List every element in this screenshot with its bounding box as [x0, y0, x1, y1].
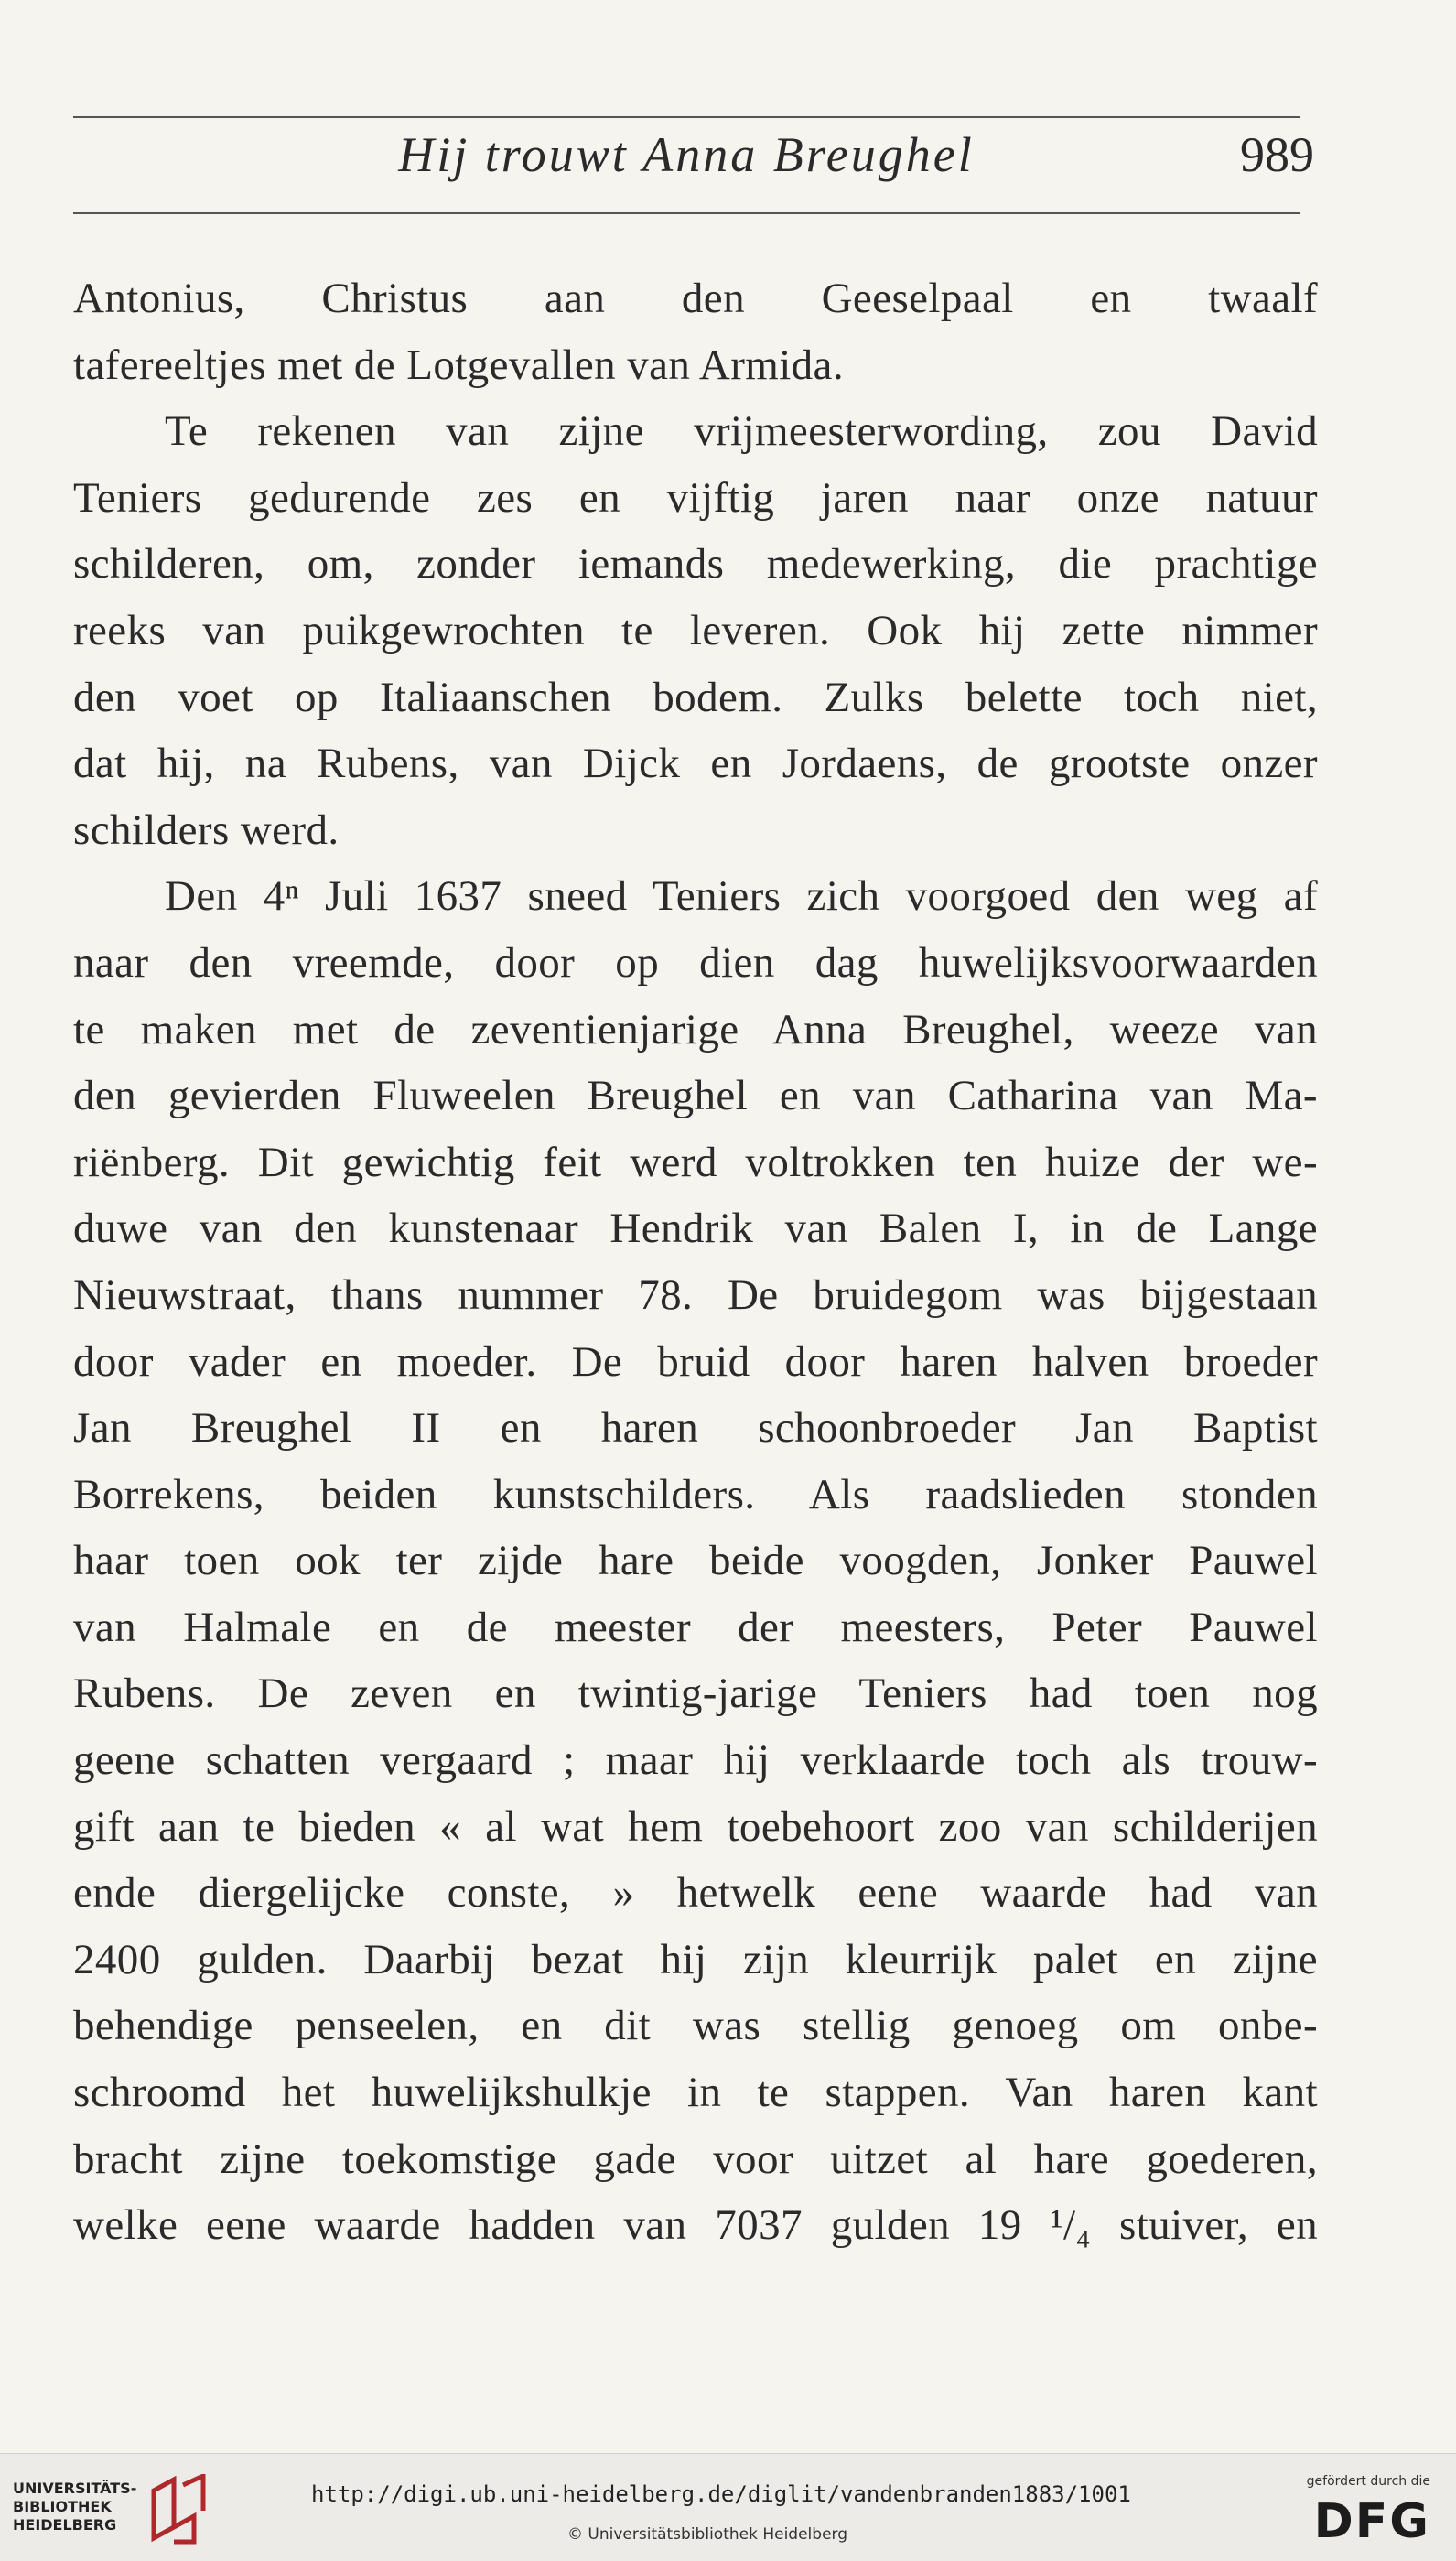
- text-line: den gevierden Fluweelen Breughel en van Catharina van Ma-: [73, 1072, 1318, 1120]
- text-line: Rubens. De zeven en twintig-jarige Teniers had toen nog: [73, 1670, 1318, 1718]
- page-number: 989: [1240, 127, 1314, 182]
- text-line: geene schatten vergaard ; maar hij verklaarde toch als trouw-: [73, 1736, 1318, 1785]
- header-rule-top: [73, 116, 1300, 118]
- text-line: schilders werd.: [73, 805, 340, 854]
- text-line: Teniers gedurende zes en vijftig jaren naar onze natuur: [73, 473, 1318, 522]
- text-line: van Halmale en de meester der meesters, Peter Pauwel: [73, 1603, 1318, 1651]
- sponsor-label: gefördert durch die: [1306, 2474, 1430, 2489]
- library-name-line: UNIVERSITÄTS-: [13, 2480, 137, 2497]
- text-line: Den 4ⁿ Juli 1637 sneed Teniers zich voorgoed den weg af: [165, 872, 1318, 921]
- text-line: welke eene waarde hadden van 7037 gulden 19 ¹/₄ stuiver, en: [73, 2201, 1318, 2250]
- text-line: Te rekenen van zijne vrijmeesterwording, zou David: [165, 407, 1318, 456]
- text-line: behendige penseelen, en dit was stellig genoeg om onbe-: [73, 2002, 1318, 2050]
- text-line: 2400 gulden. Daarbij bezat hij zijn kleurrijk palet en zijne: [73, 1935, 1318, 1983]
- text-line: reeks van puikgewrochten te leveren. Ook hij zette nimmer: [73, 606, 1318, 654]
- text-line: ende diergelijcke conste, » hetwelk eene waarde had van: [73, 1869, 1318, 1918]
- copyright-notice: © Universitätsbibliothek Heidelberg: [567, 2525, 848, 2544]
- library-logo-icon: [146, 2474, 210, 2547]
- text-line: dat hij, na Rubens, van Dijck en Jordaens, de grootste onzer: [73, 740, 1318, 788]
- header-rule-bottom: [73, 212, 1300, 214]
- text-line: duwe van den kunstenaar Hendrik van Balen I, in de Lange: [73, 1205, 1318, 1253]
- running-title: Hij trouwt Anna Breughel: [398, 127, 975, 182]
- text-line: haar toen ook ter zijde hare beide voogden, Jonker Pauwel: [73, 1537, 1318, 1585]
- text-line: te maken met de zeventienjarige Anna Breughel, weeze van: [73, 1005, 1318, 1054]
- text-line: gift aan te bieden « al wat hem toebehoort zoo van schilderijen: [73, 1802, 1318, 1851]
- library-name-line: BIBLIOTHEK: [13, 2498, 112, 2515]
- text-line: door vader en moeder. De bruid door haren halven broeder: [73, 1337, 1318, 1386]
- text-line: schroomd het huwelijkshulkje in te stappen. Van haren kant: [73, 2069, 1318, 2117]
- library-name: [13, 2480, 136, 2534]
- dfg-logo: DFG: [1313, 2494, 1430, 2549]
- text-line: Borrekens, beiden kunstschilders. Als raadslieden stonden: [73, 1470, 1318, 1518]
- text-line: Nieuwstraat, thans nummer 78. De bruidegom was bijgestaan: [73, 1270, 1318, 1319]
- source-url-link[interactable]: http://digi.ub.uni-heidelberg.de/diglit/vandenbranden1883/1001: [311, 2481, 1131, 2507]
- text-line: schilderen, om, zonder iemands medewerking, die prachtige: [73, 540, 1318, 589]
- text-line: naar den vreemde, door op dien dag huwelijksvoorwaarden: [73, 938, 1318, 987]
- digitization-footer: [0, 2453, 1456, 2561]
- text-line: bracht zijne toekomstige gade voor uitzet al hare goederen,: [73, 2134, 1318, 2183]
- library-name-line: HEIDELBERG: [13, 2516, 117, 2534]
- text-line: Antonius, Christus aan den Geeselpaal en twaalf: [73, 275, 1318, 322]
- text-line: tafereeltjes met de Lotgevallen van Armida.: [73, 340, 844, 389]
- body-text: [73, 265, 1318, 2259]
- text-line: riënberg. Dit gewichtig feit werd voltrokken ten huize der we-: [73, 1138, 1318, 1186]
- text-line: Jan Breughel II en haren schoonbroeder Jan Baptist: [73, 1404, 1318, 1453]
- text-line: den voet op Italiaanschen bodem. Zulks belette toch niet,: [73, 673, 1318, 721]
